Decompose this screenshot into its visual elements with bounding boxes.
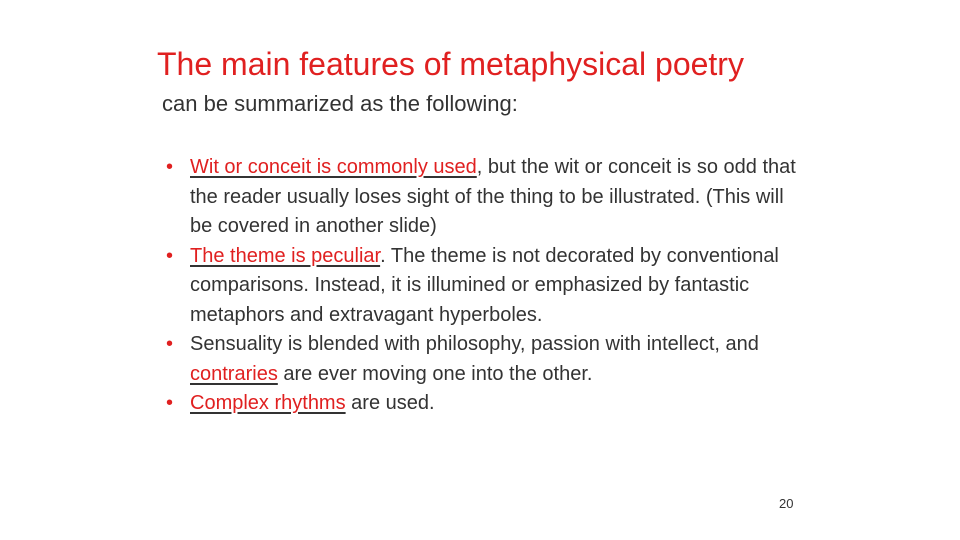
slide-title: The main features of metaphysical poetry (157, 46, 744, 82)
bullet-item-sensuality (165, 330, 805, 389)
bullet-icon: • (166, 156, 174, 178)
bullet-text: are ever moving one into the other. (277, 362, 593, 385)
bullet-highlight: Complex rhythms (190, 392, 346, 414)
bullet-item-rhythms (165, 389, 805, 419)
bullet-highlight: contraries (190, 362, 278, 385)
bullet-icon: • (166, 333, 174, 355)
bullet-text: are used. (345, 392, 435, 414)
page-number: 20 (779, 496, 794, 511)
bullet-icon: • (166, 392, 174, 414)
bullet-highlight: The theme is peculiar (190, 244, 381, 267)
bullet-text: , but the wit or conceit is so odd that the reader usually loses sight of the thing to be illustrated. (This will be covered in another slide) (190, 156, 796, 237)
bullet-text-lead: Sensuality is blended with philosophy, passion with intellect, and (190, 333, 759, 355)
bullet-item-theme (165, 242, 805, 331)
bullet-item-wit (165, 153, 805, 242)
bullet-list (165, 153, 805, 419)
bullet-text: . The theme is not decorated by conventional comparisons. Instead, it is illumined or emphasized by fantastic metaphors and extravagant hyperboles. (190, 244, 779, 326)
bullet-icon: • (166, 244, 174, 267)
slide-subtitle: can be summarized as the following: (162, 91, 518, 116)
bullet-highlight: Wit or conceit is commonly used (190, 156, 477, 178)
